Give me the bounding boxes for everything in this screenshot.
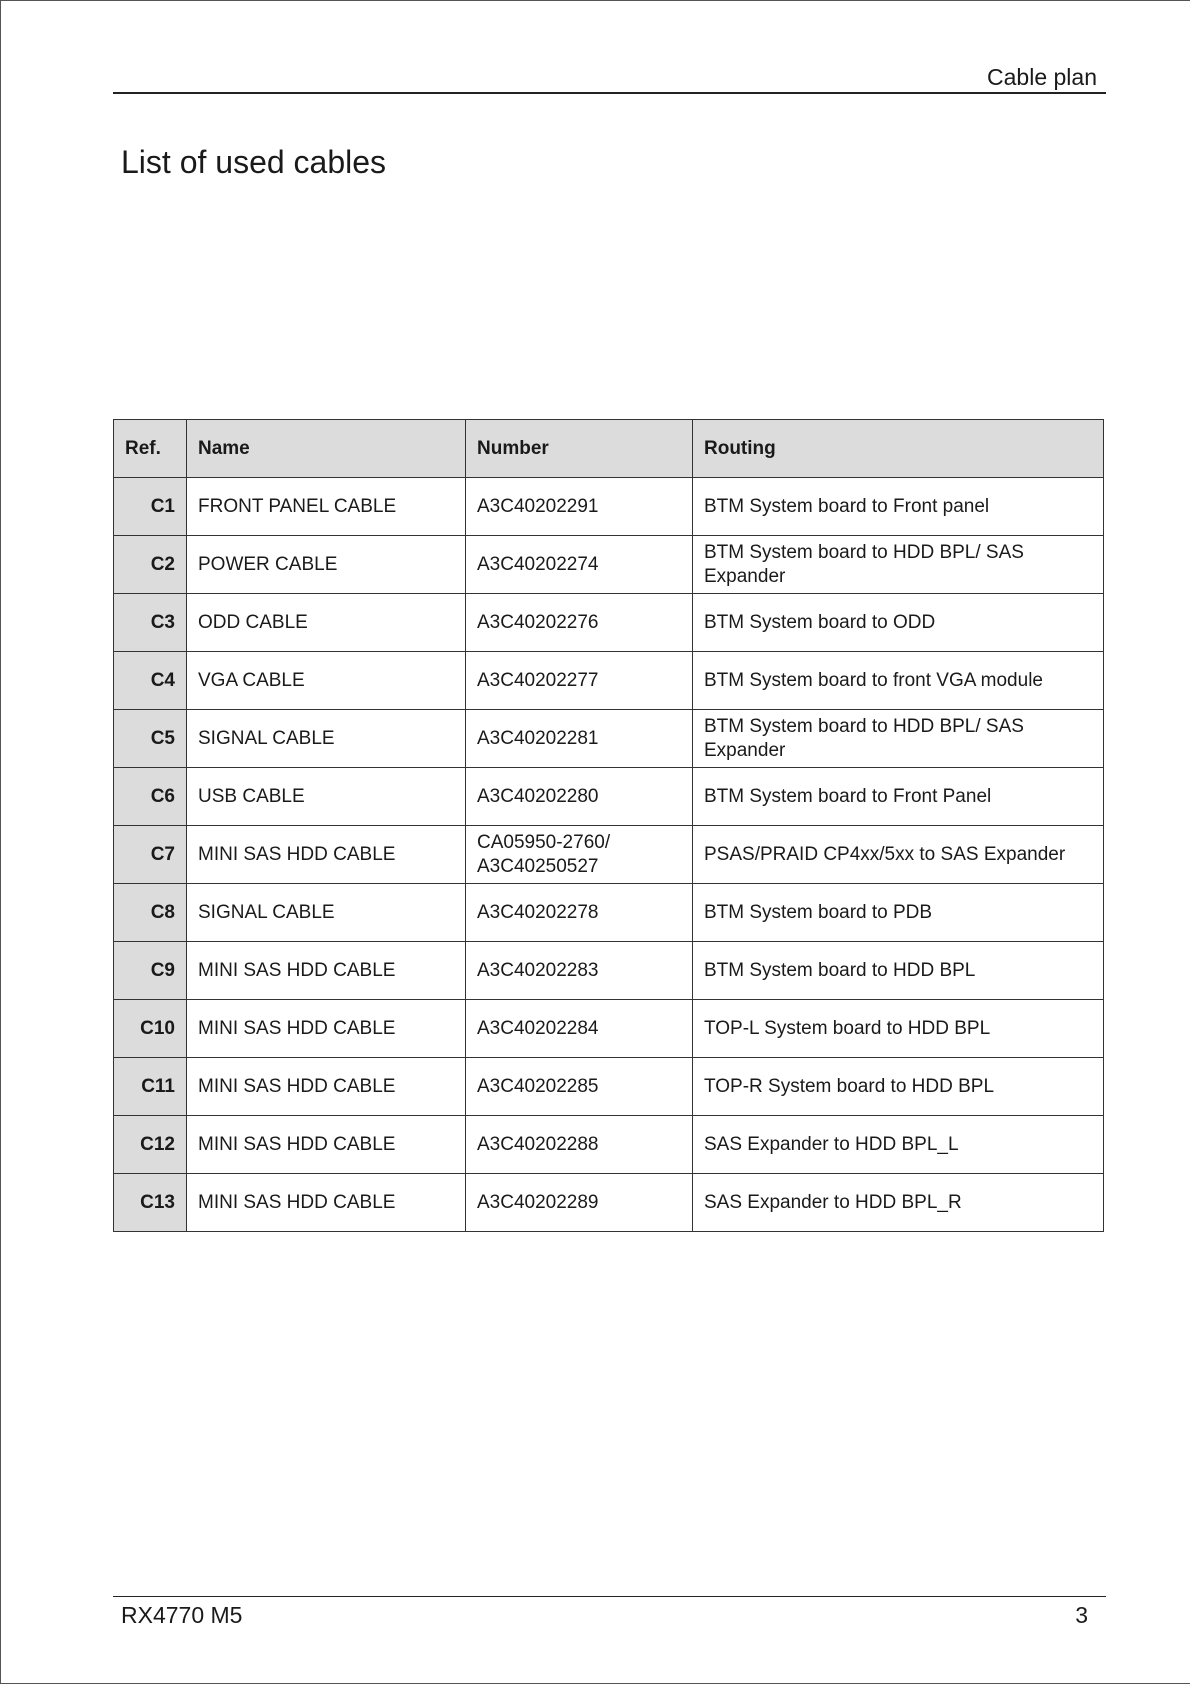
cell-ref: C10 [114,1000,187,1058]
cell-number: A3C40202277 [466,652,693,710]
cell-ref: C5 [114,710,187,768]
cell-ref: C12 [114,1116,187,1174]
cell-name: MINI SAS HDD CABLE [187,1174,466,1232]
column-header-routing: Routing [693,420,1104,478]
table-row [114,652,1104,710]
cell-routing: SAS Expander to HDD BPL_L [693,1116,1104,1174]
table-row [114,536,1104,594]
cell-number: A3C40202280 [466,768,693,826]
section-title: List of used cables [121,144,387,180]
cell-number: A3C40202291 [466,478,693,536]
cell-routing: BTM System board to front VGA module [693,652,1104,710]
table-row [114,1174,1104,1232]
cell-number: A3C40202289 [466,1174,693,1232]
cell-name: MINI SAS HDD CABLE [187,1058,466,1116]
column-header-name: Name [187,420,466,478]
cell-name: MINI SAS HDD CABLE [187,1116,466,1174]
header-divider [113,92,1106,94]
cell-ref: C1 [114,478,187,536]
table-row [114,478,1104,536]
cell-number: A3C40202285 [466,1058,693,1116]
cell-routing: BTM System board to HDD BPL/ SAS Expander [693,536,1104,594]
cell-number: A3C40202276 [466,594,693,652]
cell-routing: BTM System board to ODD [693,594,1104,652]
cell-routing: PSAS/PRAID CP4xx/5xx to SAS Expander [693,826,1104,884]
cell-routing: BTM System board to HDD BPL [693,942,1104,1000]
cell-name: SIGNAL CABLE [187,884,466,942]
cell-number: A3C40202278 [466,884,693,942]
cell-ref: C3 [114,594,187,652]
cell-routing: BTM System board to PDB [693,884,1104,942]
cell-routing: BTM System board to Front panel [693,478,1104,536]
cell-name: MINI SAS HDD CABLE [187,1000,466,1058]
cable-table [113,419,1104,1232]
table-row [114,884,1104,942]
cell-routing: TOP-R System board to HDD BPL [693,1058,1104,1116]
cell-ref: C8 [114,884,187,942]
column-header-ref: Ref. [114,420,187,478]
cell-name: MINI SAS HDD CABLE [187,826,466,884]
table-row [114,826,1104,884]
cell-ref: C13 [114,1174,187,1232]
cell-ref: C7 [114,826,187,884]
cell-routing: BTM System board to Front Panel [693,768,1104,826]
cell-name: POWER CABLE [187,536,466,594]
footer-model: RX4770 M5 [121,1602,243,1628]
cell-routing: TOP-L System board to HDD BPL [693,1000,1104,1058]
cell-name: VGA CABLE [187,652,466,710]
cell-ref: C9 [114,942,187,1000]
table-row [114,942,1104,1000]
column-header-number: Number [466,420,693,478]
table-row [114,710,1104,768]
cell-name: USB CABLE [187,768,466,826]
table-row [114,1058,1104,1116]
table-row [114,594,1104,652]
cell-number: A3C40202283 [466,942,693,1000]
cell-name: ODD CABLE [187,594,466,652]
footer-divider [113,1596,1106,1597]
cell-number: A3C40202281 [466,710,693,768]
page-number: 3 [1075,1602,1088,1628]
cell-number: A3C40202274 [466,536,693,594]
cell-ref: C6 [114,768,187,826]
cell-number: A3C40202284 [466,1000,693,1058]
cell-ref: C4 [114,652,187,710]
cell-ref: C11 [114,1058,187,1116]
running-header-title: Cable plan [987,64,1097,90]
cell-name: FRONT PANEL CABLE [187,478,466,536]
table-header-row [114,420,1104,478]
cell-routing: SAS Expander to HDD BPL_R [693,1174,1104,1232]
cell-ref: C2 [114,536,187,594]
cell-number: CA05950-2760/ A3C40250527 [466,826,693,884]
cell-name: MINI SAS HDD CABLE [187,942,466,1000]
table-row [114,768,1104,826]
cell-routing: BTM System board to HDD BPL/ SAS Expander [693,710,1104,768]
cell-number: A3C40202288 [466,1116,693,1174]
table-row [114,1116,1104,1174]
cell-name: SIGNAL CABLE [187,710,466,768]
table-row [114,1000,1104,1058]
